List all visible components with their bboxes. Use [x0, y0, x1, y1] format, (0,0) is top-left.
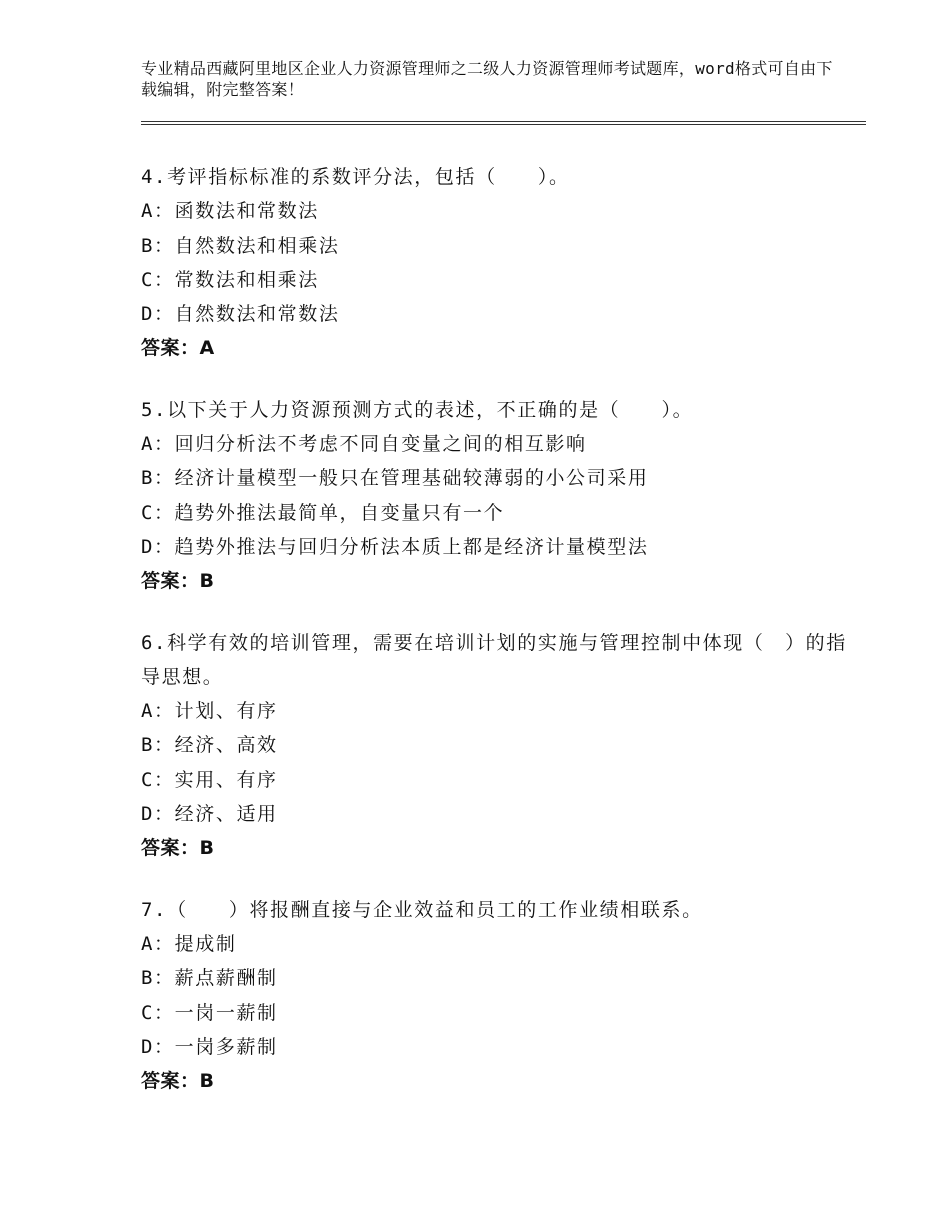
option-d: D：自然数法和常数法	[141, 303, 340, 326]
option-b: B：薪点薪酬制	[141, 967, 278, 990]
question-7	[141, 893, 866, 1099]
option-a: A：提成制	[141, 932, 237, 955]
option-c: C：常数法和相乘法	[141, 268, 319, 291]
answer-label: 答案：B	[141, 570, 215, 593]
option-d: D：一岗多薪制	[141, 1035, 278, 1058]
document-header: 专业精品西藏阿里地区企业人力资源管理师之二级人力资源管理师考试题库，word格式可自由下载编辑，附完整答案！	[141, 59, 833, 99]
option-b: B：自然数法和相乘法	[141, 234, 340, 257]
question-6	[141, 626, 866, 866]
question-list	[141, 160, 866, 1125]
option-a: A：计划、有序	[141, 700, 278, 723]
question-stem: 6.科学有效的培训管理，需要在培训计划的实施与管理控制中体现（ ）的指导思想。	[141, 631, 847, 688]
option-b: B：经济计量模型一般只在管理基础较薄弱的小公司采用	[141, 467, 649, 490]
answer-label: 答案：A	[141, 337, 215, 360]
question-5	[141, 393, 866, 599]
option-b: B：经济、高效	[141, 734, 278, 757]
option-a: A：函数法和常数法	[141, 200, 319, 223]
question-stem: 5.以下关于人力资源预测方式的表述，不正确的是（ ）。	[141, 398, 694, 421]
option-d: D：趋势外推法与回归分析法本质上都是经济计量模型法	[141, 535, 649, 558]
question-stem: 4.考评指标标准的系数评分法，包括（ ）。	[141, 166, 570, 188]
question-stem: 7.（ ）将报酬直接与企业效益和员工的工作业绩相联系。	[141, 898, 703, 921]
option-d: D：经济、适用	[141, 803, 278, 826]
header-divider-top	[141, 121, 866, 122]
option-c: C：实用、有序	[141, 768, 278, 791]
answer-label: 答案：B	[141, 1070, 215, 1093]
option-c: C：一岗一薪制	[141, 1001, 278, 1024]
header-divider-bottom	[141, 124, 866, 125]
question-4	[141, 160, 866, 366]
option-a: A：回归分析法不考虑不同自变量之间的相互影响	[141, 433, 587, 456]
option-c: C：趋势外推法最简单，自变量只有一个	[141, 501, 505, 524]
answer-label: 答案：B	[141, 837, 215, 860]
